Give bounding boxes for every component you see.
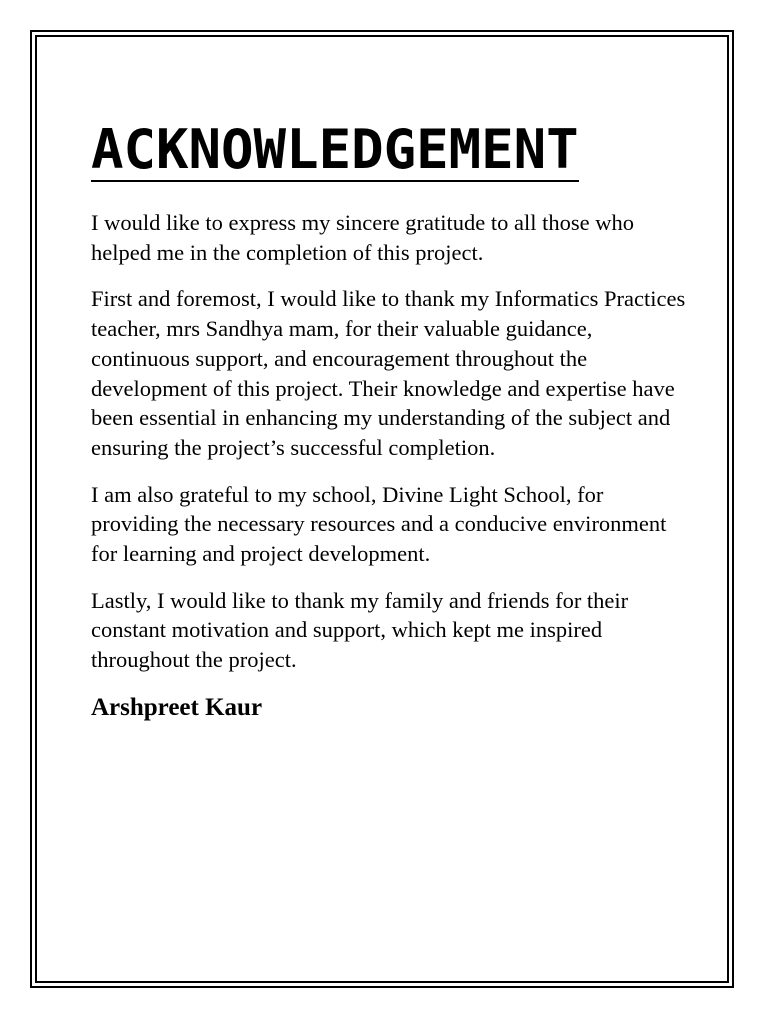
signature-name: Arshpreet Kaur — [91, 693, 263, 721]
paragraph-family-thanks: Lastly, I would like to thank my family and friends for their constant motivation and support, which kept me inspired throughout the project. — [91, 587, 629, 673]
document-body — [91, 120, 691, 723]
page-title: ACKNOWLEDGEMENT — [91, 118, 579, 181]
paragraph-teacher-thanks: First and foremost, I would like to thank my Informatics Practices teacher, mrs Sandhya mam, for their valuable guidance, continuous support, and encouragement throughout the development of this project. Their knowledge and expertise have been essential in enhancing my understanding of the subject and ensuring the project’s successful completion. — [91, 286, 686, 460]
paragraph-school-thanks: I am also grateful to my school, Divine Light School, for providing the necessary resources and a conducive environment for learning and project development. — [91, 481, 667, 567]
paragraph-intro: I would like to express my sincere gratitude to all those who helped me in the completion of this project. — [91, 210, 634, 265]
